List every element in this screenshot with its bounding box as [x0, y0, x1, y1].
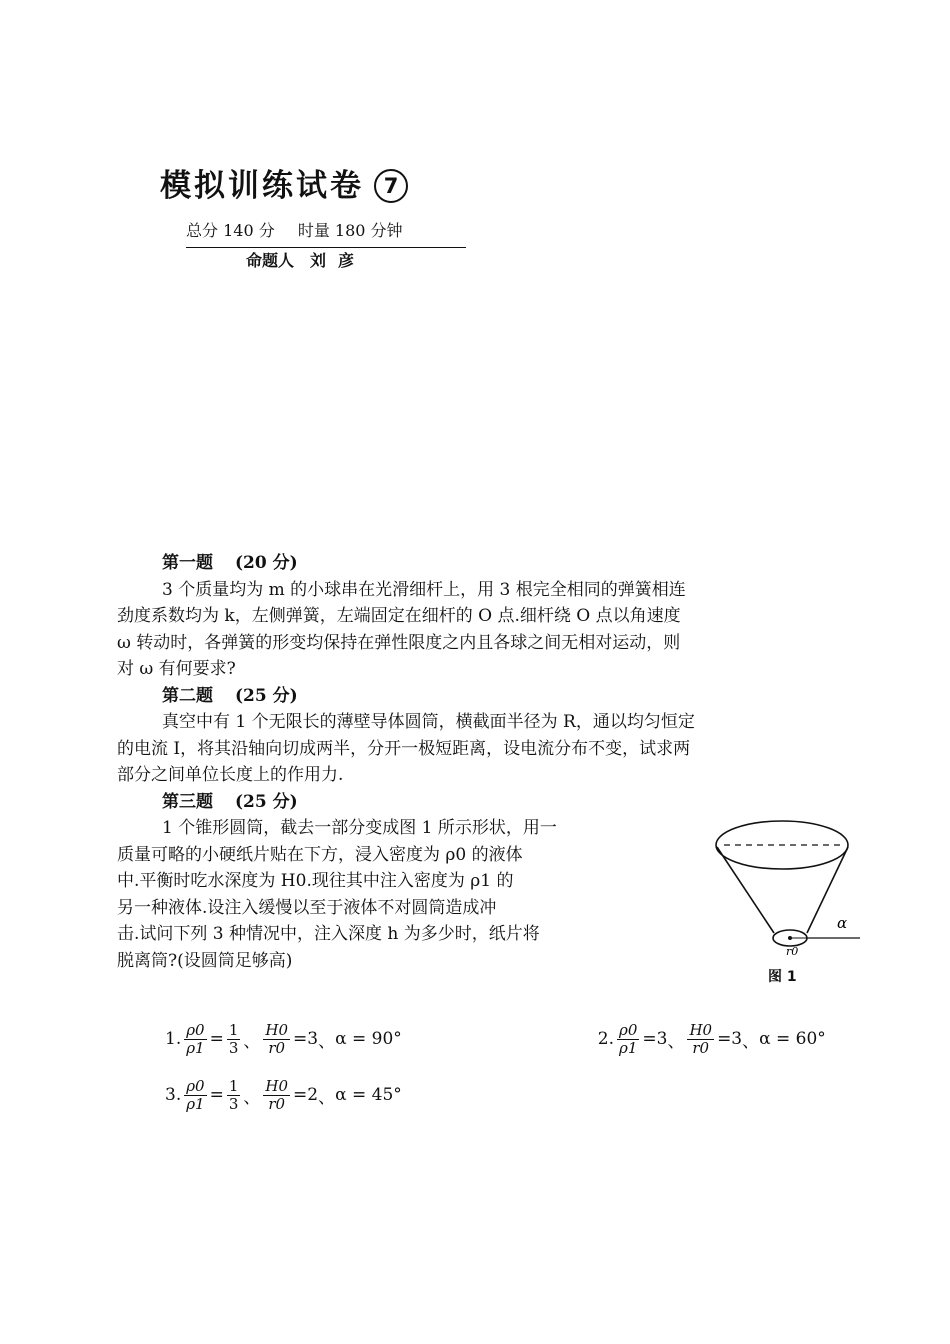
question-1-body: [117, 577, 859, 683]
exam-title: [160, 160, 408, 205]
question-2-heading: [162, 683, 862, 710]
case-1-index: 1.: [165, 1029, 182, 1049]
question-1-line-1: 3 个质量均为 m 的小球串在光滑细杆上，用 3 根完全相同的弹簧相连: [162, 579, 686, 600]
question-2-line-1: 真空中有 1 个无限长的薄壁导体圆筒，横截面半径为 R，通以均匀恒定: [162, 712, 695, 732]
question-2-title: 第二题: [162, 685, 213, 706]
case-2-index: 2.: [597, 1029, 614, 1049]
question-3-line-1: 1 个锥形圆筒，截去一部分变成图 1 所示形状，用一: [162, 818, 557, 838]
question-2-points: (25 分): [235, 685, 298, 706]
case-2-angle: α = 60°: [759, 1029, 826, 1049]
author-name: 刘彦: [310, 251, 367, 270]
case-3-depth-fraction: $\frac{H0}{r0}$: [265, 1076, 289, 1113]
exam-title-text: 模拟训练试卷: [160, 168, 364, 204]
circled-number: 7: [374, 169, 408, 203]
case-1-depth-fraction: $\frac{H0}{r0}$: [265, 1020, 289, 1057]
question-3-heading: [162, 789, 862, 816]
question-1-points: (20 分): [235, 553, 298, 573]
case-2: 2. $\frac{\rho 0}{\rho 1}$ =3 、 $\frac{H0}{r0}$ =3 、 α = 60°: [597, 1020, 826, 1057]
question-3-line-4: 另一种液体.设注入缓慢以至于液体不对圆筒造成冲: [117, 897, 497, 918]
case-3-density-value: $\frac{1}{3}$: [228, 1076, 239, 1113]
question-3-line-5: 击.试问下列 3 种情况中，注入深度 h 为多少时，纸片将: [117, 924, 540, 944]
figure-caption: 图 1: [768, 969, 797, 985]
total-score: 总分 140 分: [186, 221, 275, 240]
question-2-body: [117, 709, 859, 789]
case-row-2: [165, 1070, 826, 1120]
author-line: [246, 248, 366, 271]
case-3-depth-value: =2: [293, 1085, 319, 1105]
case-2-density-value: =3: [642, 1029, 668, 1049]
question-1-heading: [162, 550, 862, 577]
case-2-density-fraction: $\frac{\rho 0}{\rho 1}$: [619, 1020, 638, 1057]
question-2-line-3: 部分之间单位长度上的作用力.: [117, 765, 344, 785]
question-1-line-3: ω 转动时，各弹簧的形变均保持在弹性限度之内且各球之间无相对运动，则: [117, 632, 681, 653]
case-list: [165, 1014, 826, 1120]
question-1-title: 第一题: [162, 553, 213, 573]
question-2-line-2: 的电流 I，将其沿轴向切成两半，分开一极短距离，设电流分布不变，试求两: [117, 738, 691, 759]
question-3-title: 第三题: [162, 791, 213, 812]
question-1-line-4: 对 ω 有何要求?: [117, 659, 236, 679]
case-row-1: [165, 1014, 826, 1064]
time-limit: 时量 180 分钟: [297, 221, 403, 240]
question-3-body: [117, 815, 674, 974]
cone-figure: [710, 815, 860, 965]
question-3-points: (25 分): [235, 791, 298, 812]
case-3: 3. $\frac{\rho 0}{\rho 1}$ = $\frac{1}{3}$ 、 $\frac{H0}{r0}$ =2 、 α = 45°: [165, 1076, 402, 1113]
question-3-line-2: 质量可略的小硬纸片贴在下方，浸入密度为 ρ0 的液体: [117, 844, 523, 865]
case-1-angle: α = 90°: [335, 1029, 402, 1049]
case-1-density-value: $\frac{1}{3}$: [228, 1020, 239, 1057]
question-3-line-6: 脱离筒?(设圆筒足够高): [117, 950, 293, 971]
case-1: 1. $\frac{\rho 0}{\rho 1}$ = $\frac{1}{3}$ 、 $\frac{H0}{r0}$ =3 、 α = 90°: [165, 1020, 402, 1057]
author-label: 命题人: [246, 251, 295, 270]
question-1-line-2: 劲度系数均为 k，左侧弹簧，左端固定在细杆的 O 点.细杆绕 O 点以角速度: [117, 606, 681, 626]
case-1-density-fraction: $\frac{\rho 0}{\rho 1}$: [186, 1020, 205, 1057]
r0-label: r0: [786, 945, 799, 958]
case-2-depth-value: =3: [717, 1029, 743, 1049]
question-3-line-3: 中.平衡时吃水深度为 H0.现往其中注入密度为 ρ1 的: [117, 871, 514, 891]
exam-subtitle: [186, 218, 421, 241]
alpha-label: α: [837, 914, 848, 932]
case-1-depth-value: =3: [293, 1029, 319, 1049]
cone-left-edge: [717, 847, 774, 933]
case-3-angle: α = 45°: [335, 1085, 402, 1105]
case-3-density-fraction: $\frac{\rho 0}{\rho 1}$: [186, 1076, 205, 1113]
case-3-index: 3.: [165, 1085, 182, 1105]
case-2-depth-fraction: $\frac{H0}{r0}$: [689, 1020, 713, 1057]
